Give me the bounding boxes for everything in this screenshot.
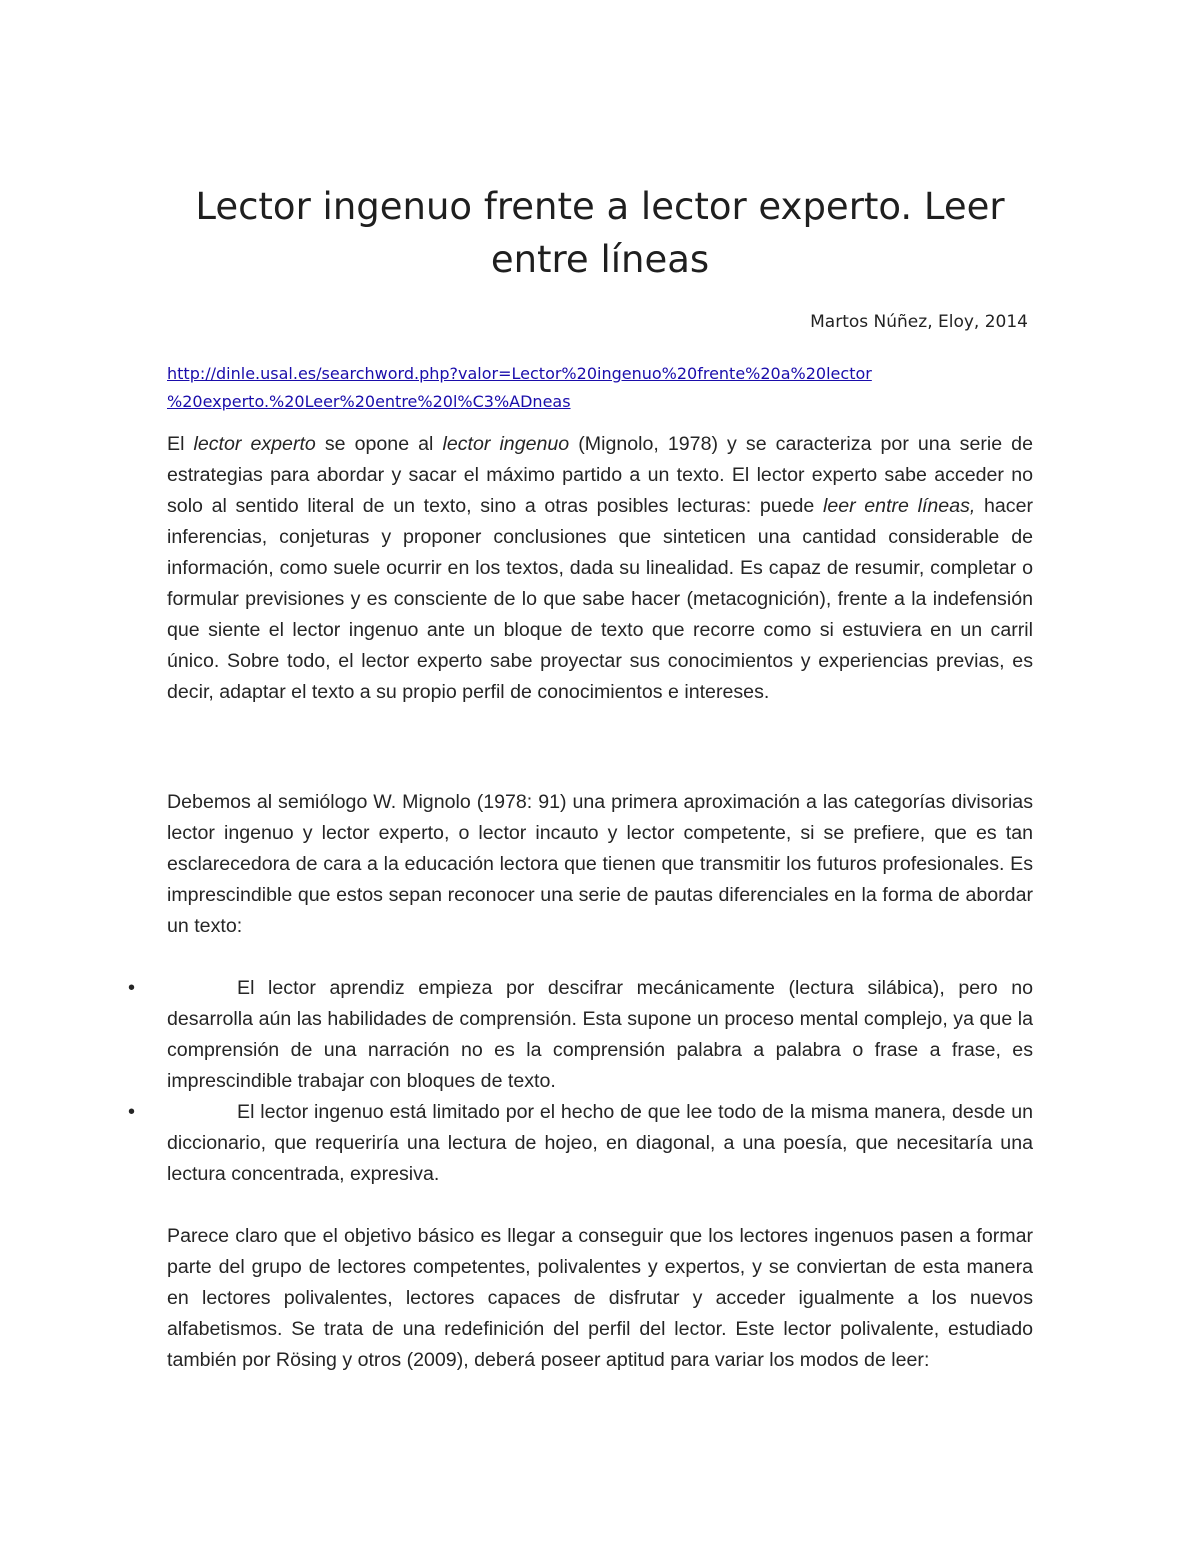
paragraph-2: Debemos al semiólogo W. Mignolo (1978: 91) una primera aproximación a las categorías divisorias lector ingenuo y lector experto, o lector incauto y lector competente, si se prefiere, que es tan esclarecedora de cara a la educación lectora que tienen que transmitir los futuros profesionales. Es imprescindible que estos sepan reconocer una serie de pautas diferenciales en la forma de abordar un texto: [167,791,1033,937]
url-line-2[interactable]: %20experto.%20Leer%20entre%20l%C3%ADneas [167,392,571,411]
bullet-item [0,973,1033,1097]
p1-italic-lector-experto: lector experto [193,433,316,455]
paragraph-1 [167,429,1033,708]
p1-text-3: (Mignolo, 1978) y se caracteriza por una serie de estrategias para abordar y sacar el máximo partido a un texto. El lector experto sabe acceder no solo al sentido literal de un texto, sino a otras posibles lecturas: puede [167,433,1033,517]
bullet-list [0,973,1033,1190]
source-url-link[interactable] [167,360,1047,416]
url-line-1[interactable]: http://dinle.usal.es/searchword.php?valor=Lector%20ingenuo%20frente%20a%20lector [167,364,872,383]
p1-text-4: hacer inferencias, conjeturas y proponer conclusiones que sinteticen una cantidad considerable de información, como suele ocurrir en los textos, dada su linealidad. Es capaz de resumir, completar o formular previsiones y es consciente de lo que sabe hacer (metacognición), frente a la indefensión que siente el lector ingenuo ante un bloque de texto que recorre como si estuviera en un carril único. Sobre todo, el lector experto sabe proyectar sus conocimientos y experiencias previas, es decir, adaptar el texto a su propio perfil de conocimientos e intereses. [167,495,1033,703]
paragraph-3: Parece claro que el objetivo básico es llegar a conseguir que los lectores ingenuos pasen a formar parte del grupo de lectores competentes, polivalentes y expertos, y se conviertan de esta manera en lectores polivalentes, lectores capaces de disfrutar y acceder igualmente a los nuevos alfabetismos. Se trata de una redefinición del perfil del lector. Este lector polivalente, estudiado también por Rösing y otros (2009), deberá poseer aptitud para variar los modos de leer: [167,1225,1033,1371]
bullet-text: El lector ingenuo está limitado por el hecho de que lee todo de la misma manera, desde un diccionario, que requeriría una lectura de hojeo, en diagonal, a una poesía, que necesitaría una lectura concentrada, expresiva. [167,1101,1033,1185]
bullet-icon: • [128,977,136,999]
author-line: Martos Núñez, Eloy, 2014 [810,312,1028,332]
bullet-text: El lector aprendiz empieza por descifrar mecánicamente (lectura silábica), pero no desarrolla aún las habilidades de comprensión. Esta supone un proceso mental complejo, ya que la comprensión de una narración no es la comprensión palabra a palabra o frase a frase, es imprescindible trabajar con bloques de texto. [167,977,1033,1092]
p1-italic-lector-ingenuo: lector ingenuo [442,433,570,455]
title-line-1: Lector ingenuo frente a lector experto. Leer [195,185,1005,228]
p1-text-1: El [167,433,194,455]
title-line-2: entre líneas [490,238,710,281]
p1-italic-leer-entre-lineas: leer entre líneas, [822,495,976,517]
document-title [150,180,1050,286]
p1-text-2: se opone al [315,433,443,455]
bullet-icon: • [128,1101,136,1123]
bullet-item [0,1097,1033,1190]
